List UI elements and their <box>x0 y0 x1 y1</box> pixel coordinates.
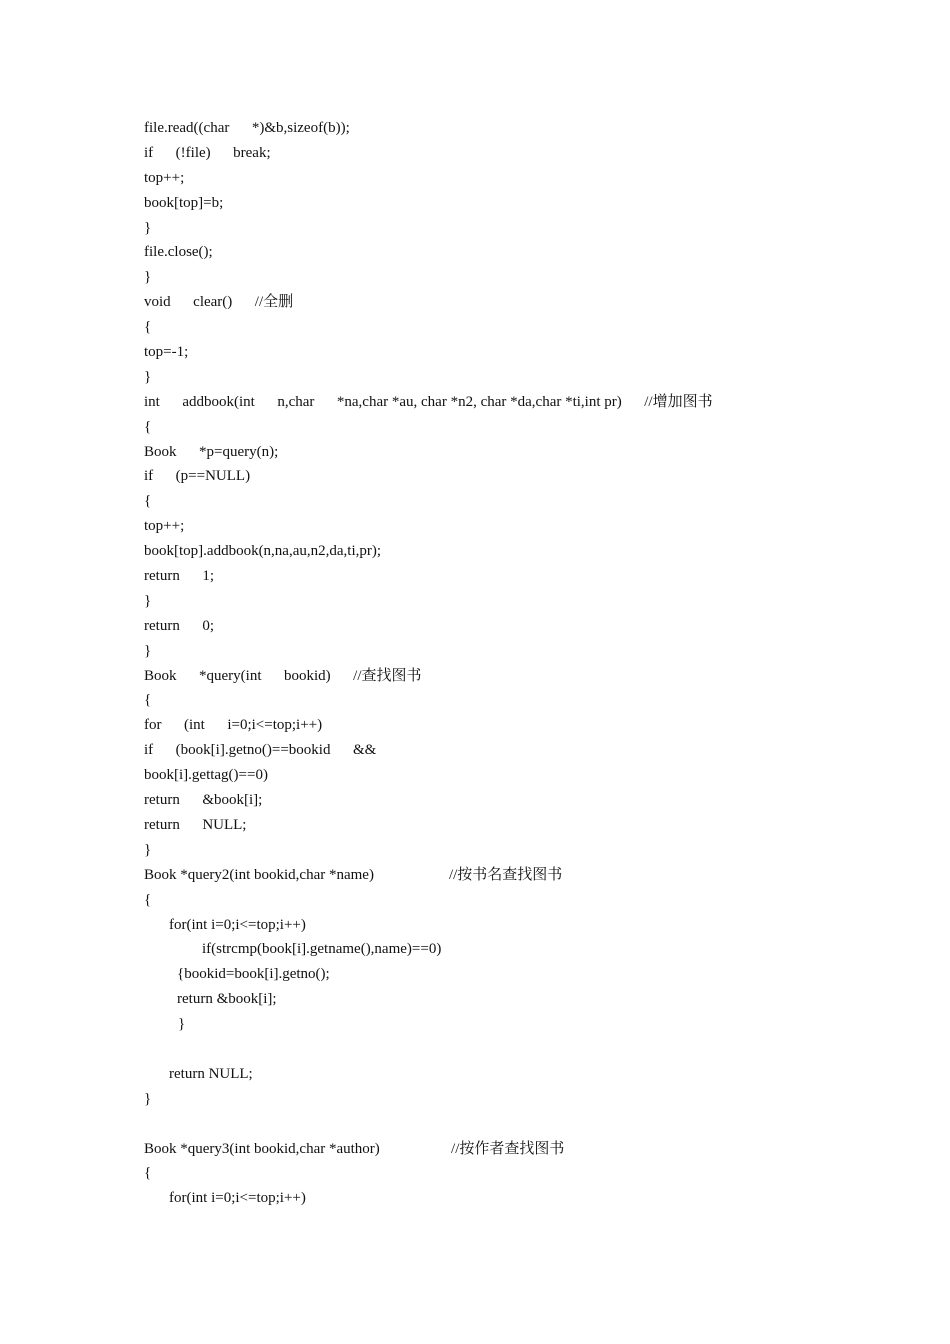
code-line: { <box>144 1165 152 1182</box>
code-line: } <box>144 592 152 609</box>
code-line: } <box>144 219 152 236</box>
code-line: } <box>144 368 152 385</box>
code-line <box>144 1037 904 1062</box>
code-line: if (book[i].getno()==bookid && <box>144 742 377 759</box>
code-line: } <box>178 1016 186 1033</box>
code-line: file.close(); <box>144 244 213 261</box>
code-line: if (!file) break; <box>144 144 271 161</box>
code-line: void clear() //全删 <box>144 294 294 311</box>
code-line: if(strcmp(book[i].getname(),name)==0) <box>202 941 442 958</box>
code-line: } <box>144 642 152 659</box>
code-line: { <box>144 319 152 336</box>
code-line: file.read((char *)&b,sizeof(b)); <box>144 120 350 136</box>
code-line: { <box>144 493 152 510</box>
code-line: Book *query(int bookid) //查找图书 <box>144 667 422 684</box>
code-line: book[top]=b; <box>144 194 224 211</box>
code-line: top++; <box>144 518 185 535</box>
code-line: { <box>144 692 152 709</box>
code-line: Book *query2(int bookid,char *name) //按书名查找图书 <box>144 866 563 883</box>
code-line: for (int i=0;i<=top;i++) <box>144 717 323 734</box>
code-line: top=-1; <box>144 344 189 361</box>
code-line: if (p==NULL) <box>144 468 251 485</box>
code-line: return 1; <box>144 568 214 585</box>
code-line: } <box>144 841 152 858</box>
code-line: return &book[i]; <box>144 792 263 809</box>
code-line: return NULL; <box>169 1065 253 1082</box>
code-listing <box>144 116 904 1211</box>
code-line: Book *p=query(n); <box>144 443 279 460</box>
code-line: Book *query3(int bookid,char *author) //按作者查找图书 <box>144 1140 565 1157</box>
code-line: top++; <box>144 169 185 186</box>
code-line: int addbook(int n,char *na,char *au, char *n2, char *da,char *ti,int pr) //增加图书 <box>144 393 713 410</box>
code-line: } <box>144 1090 152 1107</box>
code-line: { <box>144 418 152 435</box>
code-line: {bookid=book[i].getno(); <box>177 966 330 983</box>
code-line: for(int i=0;i<=top;i++) <box>169 916 306 933</box>
code-line: { <box>144 891 152 908</box>
code-line: return 0; <box>144 617 214 634</box>
code-line: } <box>144 269 152 286</box>
code-line: book[i].gettag()==0) <box>144 767 268 784</box>
code-line <box>144 1112 904 1137</box>
code-line: return NULL; <box>144 816 247 833</box>
code-line: book[top].addbook(n,na,au,n2,da,ti,pr); <box>144 543 382 560</box>
code-line: for(int i=0;i<=top;i++) <box>169 1190 306 1207</box>
code-line: return &book[i]; <box>177 991 277 1008</box>
